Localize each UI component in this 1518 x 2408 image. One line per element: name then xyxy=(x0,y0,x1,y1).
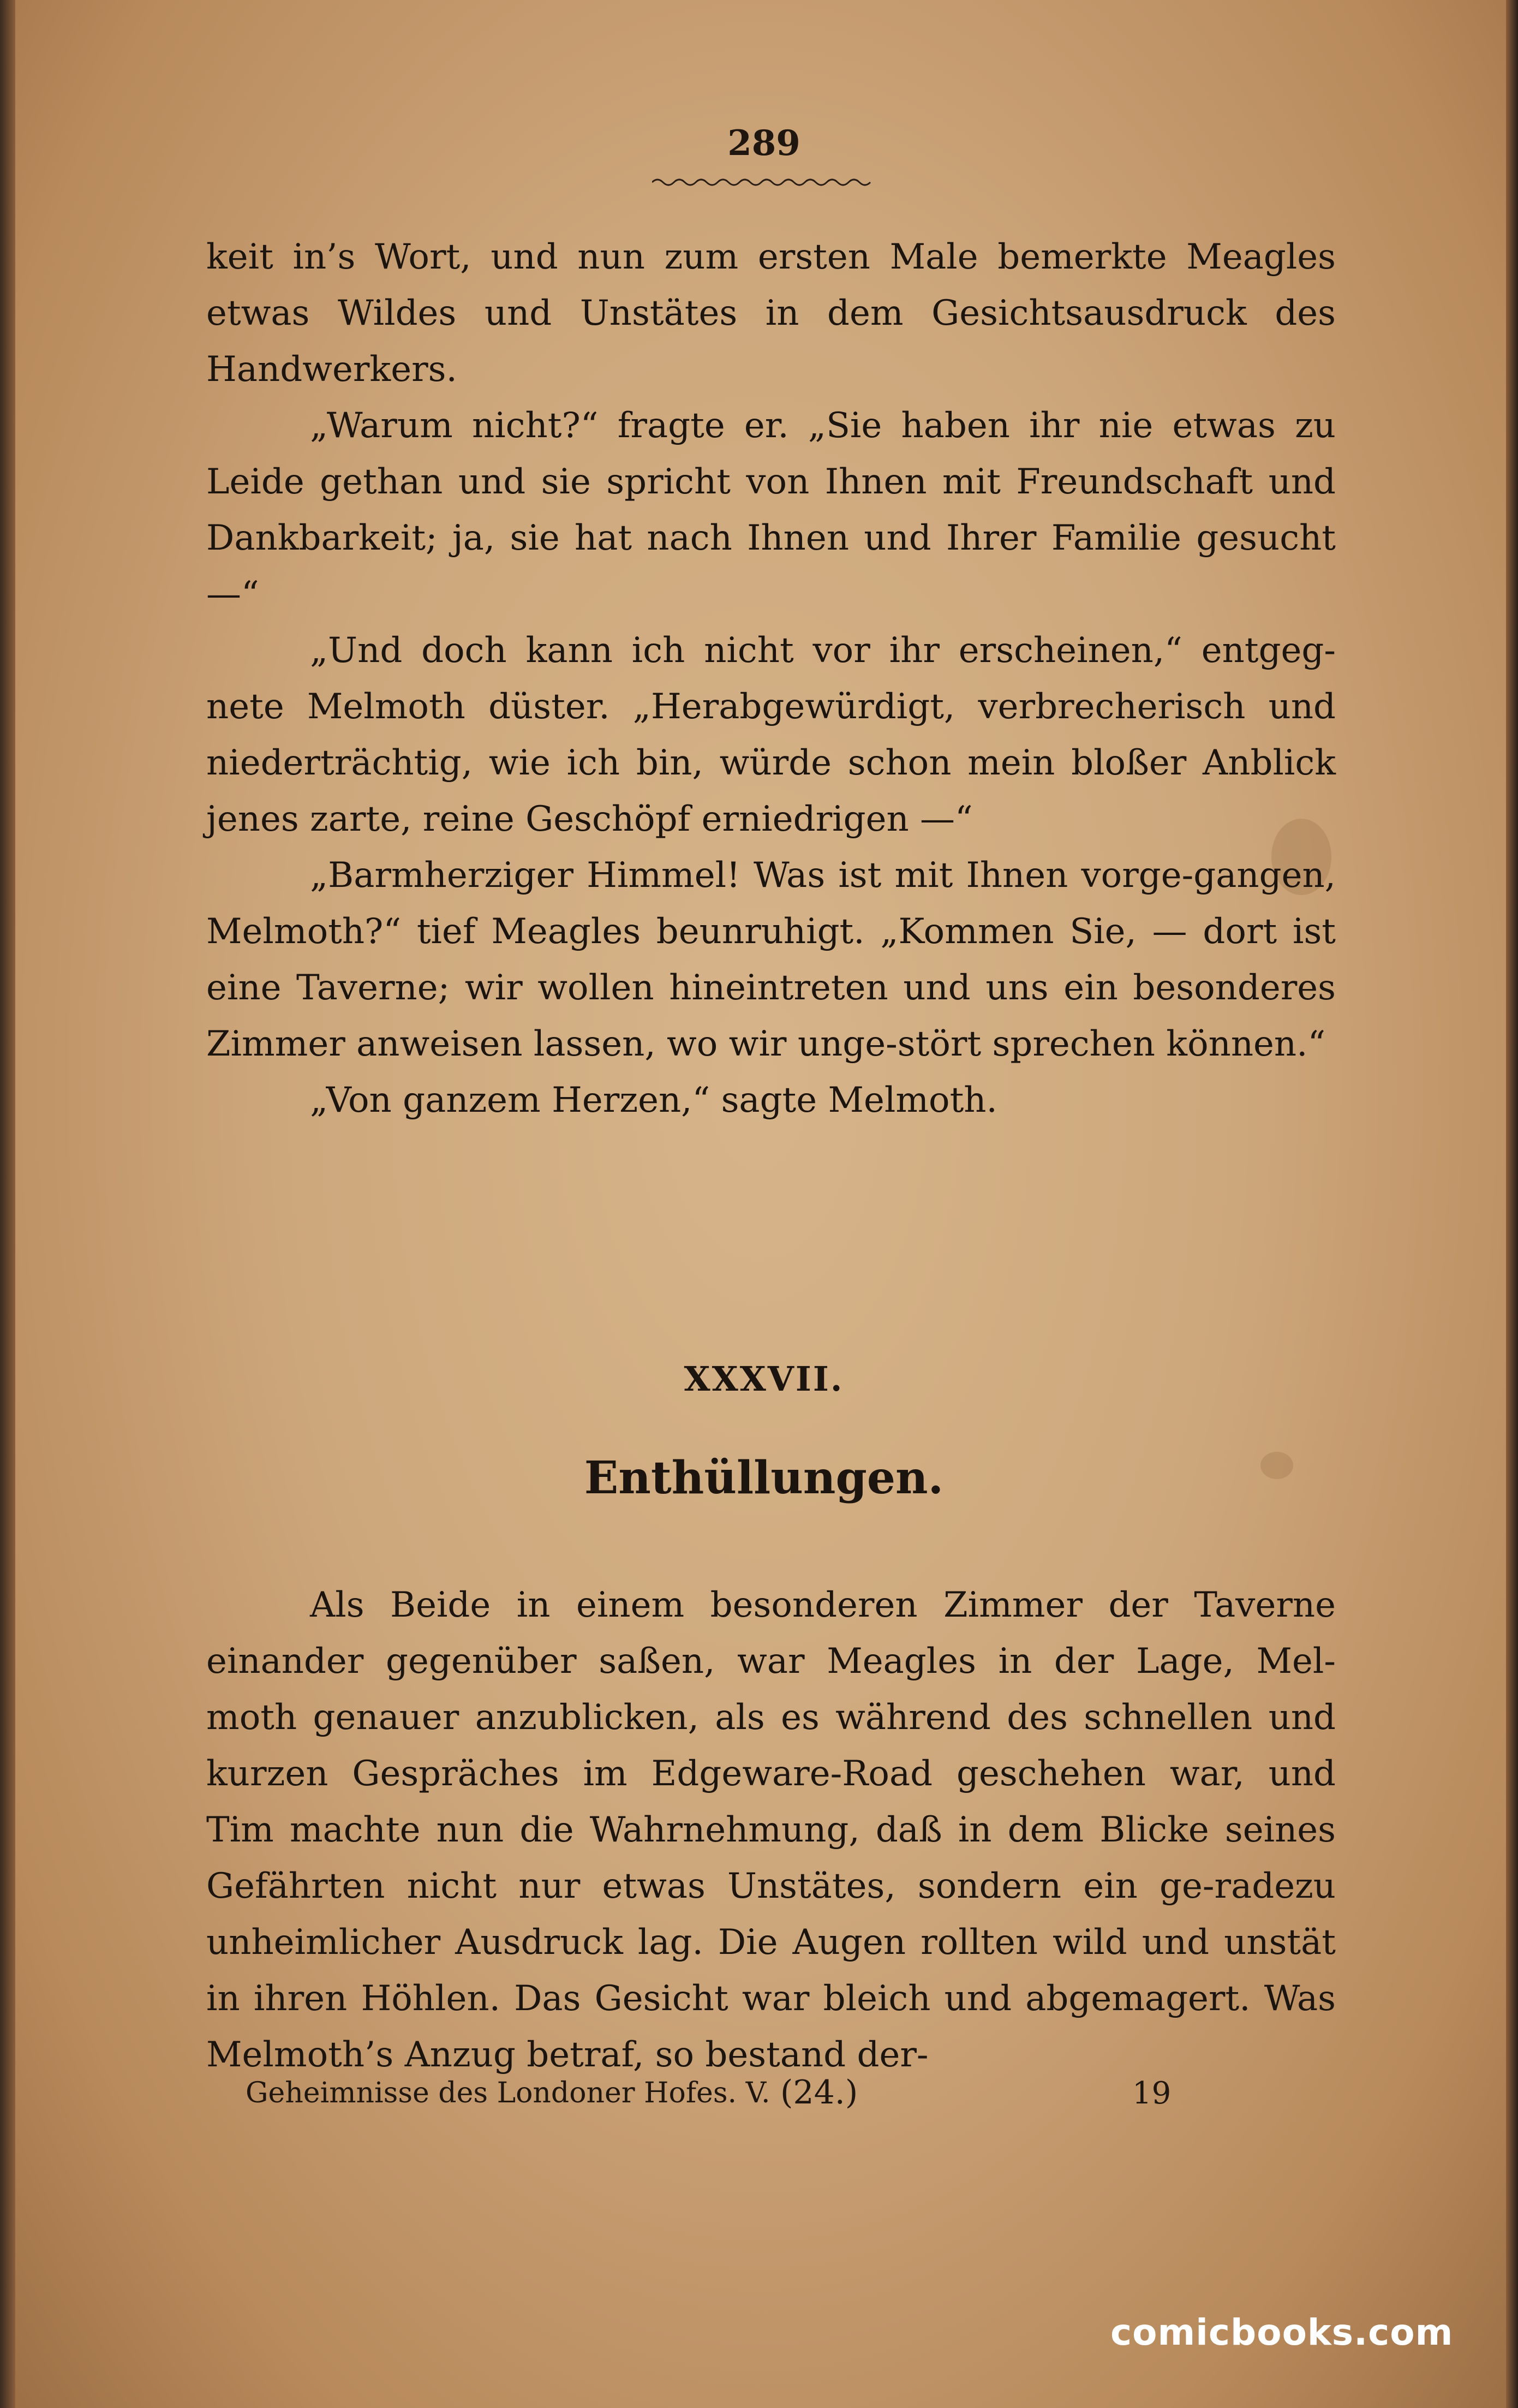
body-text-top xyxy=(206,229,1336,1129)
footer-signature: Geheimnisse des Londoner Hofes. V. xyxy=(246,2077,770,2109)
paragraph: „Barmherziger Himmel! Was ist mit Ihnen vorge‐gangen, Melmoth?“ tief Meagles beunruhigt. „Kommen Sie, — dort ist eine Taverne; wir wollen hineintreten und uns ein besonderes Zimmer anweisen lassen, wo wir unge‐stört sprechen können.“ xyxy=(206,855,1336,1064)
chapter-number: XXXVII. xyxy=(684,1359,844,1399)
page-edge-left xyxy=(0,0,15,2408)
paragraph: „Von ganzem Herzen,“ sagte Melmoth. xyxy=(310,1080,997,1120)
page-edge-right xyxy=(1506,0,1518,2408)
page-number: 289 xyxy=(727,123,800,164)
paragraph: „Und doch kann ich nicht vor ihr erscheinen,“ entgeg‐nete Melmoth düster. „Herabgewürdigt, verbrecherisch und niederträchtig, wie ich bin, würde schon mein bloßer Anblick jenes zarte, reine Geschöpf erniedrigen —“ xyxy=(206,630,1336,839)
footer-volume: (24.) xyxy=(780,2073,858,2112)
chapter-title: Enthüllungen. xyxy=(584,1452,944,1504)
paragraph: „Warum nicht?“ fragte er. „Sie haben ihr nie etwas zu Leide gethan und sie spricht von Ihnen mit Freundschaft und Dankbarkeit; ja, sie hat nach Ihnen und Ihrer Familie gesucht —“ xyxy=(206,406,1336,615)
body-text-bottom xyxy=(206,1577,1336,2083)
paragraph: Als Beide in einem besonderen Zimmer der Taverne einander gegenüber saßen, war Meagles in der Lage, Mel‐moth genauer anzublicken, als es während des schnellen und kurzen Gespräches im Edgeware‐Road geschehen war, und Tim machte nun die Wahrnehmung, daß in dem Blicke seines Gefährten nicht nur etwas Unstätes, sondern ein ge‐radezu unheimlicher Ausdruck lag. Die Augen rollten wild und unstät in ihren Höhlen. Das Gesicht war bleich und abgemagert. Was Melmoth’s Anzug betraf, so bestand der‐ xyxy=(206,1585,1336,2075)
paragraph: keit in’s Wort, und nun zum ersten Male bemerkte Meagles etwas Wildes und Unstätes in dem Gesichtsausdruck des Handwerkers. xyxy=(206,237,1336,390)
watermark: comicbooks.com xyxy=(1110,2311,1454,2353)
header-ornament xyxy=(652,176,876,187)
paper-stain xyxy=(1260,1452,1293,1479)
footer-sheet-number: 19 xyxy=(1132,2076,1172,2111)
